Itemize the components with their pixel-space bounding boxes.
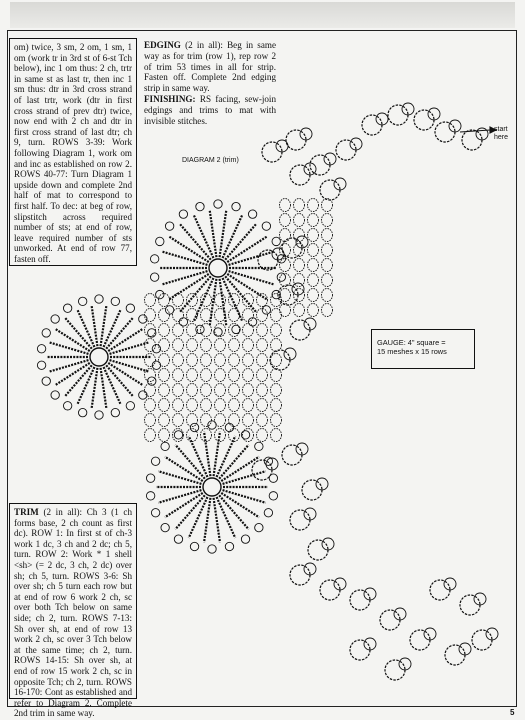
flower-lower-picot xyxy=(174,431,182,439)
mesh-center-loop xyxy=(243,369,254,382)
mesh-center-loop xyxy=(271,309,282,322)
chain-bottom-cluster xyxy=(472,630,492,650)
chain-bottom-cluster xyxy=(445,645,465,665)
flower-lower-stitch xyxy=(158,490,201,503)
mesh-center-loop xyxy=(145,309,156,322)
mesh-right-loop xyxy=(280,304,291,317)
chain-top-cluster xyxy=(414,110,434,130)
flower-left-picot xyxy=(95,411,103,419)
mesh-center-loop xyxy=(257,384,268,397)
flower-lower-picot xyxy=(146,474,154,482)
flower-upper-picot xyxy=(156,237,164,245)
mesh-center-loop xyxy=(173,324,184,337)
trim-paragraph xyxy=(14,507,132,719)
flower-upper-stitch xyxy=(229,252,274,265)
flower-upper-stitch xyxy=(229,271,274,284)
flower-upper-picot xyxy=(196,202,204,210)
mesh-center-loop xyxy=(173,294,184,307)
mesh-center-loop xyxy=(229,384,240,397)
mesh-center-loop xyxy=(257,414,268,427)
mesh-right-loop xyxy=(280,229,291,242)
chain-top-cluster xyxy=(388,105,408,125)
mesh-center-loop xyxy=(201,294,212,307)
mesh-right-loop xyxy=(322,244,333,257)
mesh-center-loop xyxy=(243,384,254,397)
chain-bottom-cluster xyxy=(320,580,340,600)
mesh-center-loop xyxy=(173,399,184,412)
mesh-right-loop xyxy=(308,304,319,317)
chain-mid-cluster xyxy=(290,320,310,340)
chain-bottom-cluster xyxy=(410,630,430,650)
flower-left-picot xyxy=(78,408,86,416)
mesh-center-loop xyxy=(257,369,268,382)
mesh-center-loop xyxy=(187,354,198,367)
chain-top-cluster xyxy=(435,122,455,142)
flower-lower-picot xyxy=(255,442,263,450)
mesh-center-loop xyxy=(257,324,268,337)
flower-left-picot xyxy=(139,391,147,399)
flower-upper-picot xyxy=(165,222,173,230)
mesh-center-loop xyxy=(257,339,268,352)
mesh-center-loop xyxy=(215,339,226,352)
mesh-center-loop xyxy=(257,429,268,442)
mesh-center-loop xyxy=(145,294,156,307)
flower-lower-picot xyxy=(190,423,198,431)
mesh-center-loop xyxy=(243,324,254,337)
mesh-center-loop xyxy=(187,384,198,397)
mesh-right-loop xyxy=(308,229,319,242)
mesh-center-loop xyxy=(187,294,198,307)
mesh-right-loop xyxy=(280,214,291,227)
mesh-center-loop xyxy=(173,384,184,397)
mesh-right-loop xyxy=(294,274,305,287)
mesh-center-loop xyxy=(159,354,170,367)
mesh-center-loop xyxy=(257,354,268,367)
trim-text: (2 in all): Ch 3 (1 ch forms base, 2 ch count as first dc). ROW 1: In first st of ch-3 work 1 dc, 3 ch and 2 dc; ch 5, turn. ROW 2: Work * 1 shell <sh> (= 2 dc, 3 ch, 2 dc) over sh; ch 5, turn. ROWS 3-6: Sh over sh; ch 5 turn each row but at end of row 6 work 2 ch, sc over both Tch below on same side; ch 2, turn. ROWS 7-13: Sh over sh, at end of row 13 work 2 ch, sc over 3 Tch below at the same time; ch 2, turn. ROWS 14-15: Sh over sh, at end of row 15 work 2 ch, sc in opposite Tch; ch 2, turn. ROWS 16-170: Cont as established and refer to Diagram 2. Complete 2nd trim in same way. xyxy=(14,507,132,719)
flower-upper-picot xyxy=(262,306,270,314)
mesh-right-loop xyxy=(322,289,333,302)
mesh-center-loop xyxy=(243,399,254,412)
chain-top-cluster xyxy=(462,130,482,150)
flower-left-picot xyxy=(51,391,59,399)
start-here-label: start here xyxy=(494,126,509,141)
mesh-right-loop xyxy=(308,274,319,287)
edging-heading: EDGING xyxy=(144,40,181,50)
mesh-center-loop xyxy=(243,354,254,367)
mesh-center-loop xyxy=(201,354,212,367)
mesh-center-loop xyxy=(215,399,226,412)
mesh-center-loop xyxy=(215,384,226,397)
chain-bottom-cluster xyxy=(460,595,480,615)
mesh-center-loop xyxy=(243,414,254,427)
flower-left-stitch xyxy=(104,367,121,404)
mesh-center-loop xyxy=(201,399,212,412)
chain-bottom-cluster xyxy=(282,445,302,465)
flower-upper-picot xyxy=(232,325,240,333)
flower-lower-picot xyxy=(225,542,233,550)
flower-upper-picot xyxy=(156,290,164,298)
flower-left-picot xyxy=(95,295,103,303)
mesh-center-loop xyxy=(229,309,240,322)
flower-upper-picot xyxy=(214,200,222,208)
mesh-center-loop xyxy=(229,399,240,412)
mesh-right-loop xyxy=(322,229,333,242)
mesh-center-loop xyxy=(159,339,170,352)
finishing-heading: FINISHING: xyxy=(144,93,196,104)
chain-bottom-cluster xyxy=(385,660,405,680)
flower-upper-picot xyxy=(196,325,204,333)
mesh-center-loop xyxy=(257,399,268,412)
flower-lower-picot xyxy=(225,423,233,431)
mesh-center-loop xyxy=(145,414,156,427)
flower-lower-picot xyxy=(241,535,249,543)
chain-bottom-cluster xyxy=(380,610,400,630)
flower-left-stitch xyxy=(49,342,88,354)
flower-left-stitch xyxy=(77,310,94,347)
mesh-right-loop xyxy=(294,214,305,227)
flower-upper-picot xyxy=(150,255,158,263)
mesh-center-loop xyxy=(271,324,282,337)
flower-upper-picot xyxy=(150,273,158,281)
flower-upper-picot xyxy=(179,318,187,326)
flower-upper-picot xyxy=(277,273,285,281)
mesh-right-loop xyxy=(322,304,333,317)
page-number: 5 xyxy=(510,708,515,717)
flower-lower-picot xyxy=(269,492,277,500)
chain-mid-cluster xyxy=(270,350,290,370)
mesh-center-loop xyxy=(229,369,240,382)
mesh-center-loop xyxy=(173,369,184,382)
flower-left-stitch xyxy=(110,342,149,354)
flower-upper-picot xyxy=(248,210,256,218)
chain-bottom-cluster xyxy=(430,580,450,600)
instructions-top-text: om) twice, 3 sm, 2 om, 1 sm, 1 om (work tr in 3rd st of 6-st Tch below), inc 1 om thus: 2 ch, trtr in same st as last tr, then inc 1 sm thus: dtr in 3rd cross strand of last trtr, work (dtr in first cross strand of prev dtr) twice, now end with 2 ch and dtr in first cross strand of last dtr; ch 9, turn. ROWS 3-39: Work following Diagram 1, work om and inc as established on row 2. ROWS 40-77: Turn Diagram 1 upside down and complete 2nd half of mat to correspond to first half. To dec: at beg of row, slipstitch across required number of sts; at end of row, leave required number of sts unworked. At end of row 77, fasten off. xyxy=(14,42,132,264)
mesh-center-loop xyxy=(229,339,240,352)
flower-lower-picot xyxy=(146,492,154,500)
chain-top-cluster xyxy=(290,165,310,185)
flower-left-picot xyxy=(126,304,134,312)
mesh-center-loop xyxy=(159,324,170,337)
mesh-center-loop xyxy=(159,384,170,397)
mesh-center-loop xyxy=(159,369,170,382)
chain-top-cluster xyxy=(320,180,340,200)
chain-bottom-cluster xyxy=(290,510,310,530)
mesh-center-loop xyxy=(145,324,156,337)
edging-finishing-block xyxy=(144,40,276,126)
mesh-center-loop xyxy=(187,309,198,322)
flower-lower-stitch xyxy=(165,457,203,481)
chain-top-cluster xyxy=(336,140,356,160)
mesh-right-loop xyxy=(280,199,291,212)
flower-left-stitch xyxy=(101,306,107,347)
mesh-right-loop xyxy=(308,244,319,257)
mesh-center-loop xyxy=(271,399,282,412)
flower-lower-center xyxy=(203,478,221,496)
mesh-center-loop xyxy=(159,429,170,442)
mesh-center-loop xyxy=(215,354,226,367)
mesh-center-loop xyxy=(201,369,212,382)
flower-upper-stitch xyxy=(162,271,207,284)
mesh-right-loop xyxy=(322,214,333,227)
mesh-center-loop xyxy=(145,369,156,382)
mesh-center-loop xyxy=(243,339,254,352)
gauge-line-1: GAUGE: 4" square = xyxy=(377,338,446,347)
flower-left-stitch xyxy=(49,360,88,372)
mesh-center-loop xyxy=(145,429,156,442)
chain-top-cluster xyxy=(310,155,330,175)
flower-lower-stitch xyxy=(223,490,266,503)
flower-left-picot xyxy=(42,377,50,385)
mesh-center-loop xyxy=(271,414,282,427)
edging-paragraph xyxy=(144,40,276,94)
mesh-center-loop xyxy=(229,414,240,427)
mesh-center-loop xyxy=(145,384,156,397)
chain-bottom-cluster xyxy=(350,640,370,660)
mesh-center-loop xyxy=(159,414,170,427)
flower-left-picot xyxy=(111,297,119,305)
flower-left-stitch xyxy=(101,368,107,409)
chain-bottom-cluster xyxy=(302,480,322,500)
mesh-right-loop xyxy=(308,259,319,272)
mesh-center-loop xyxy=(187,399,198,412)
mesh-right-loop xyxy=(294,199,305,212)
mesh-right-loop xyxy=(322,274,333,287)
mesh-center-loop xyxy=(173,414,184,427)
mesh-center-loop xyxy=(201,309,212,322)
flower-left-picot xyxy=(42,329,50,337)
flower-lower-picot xyxy=(151,509,159,517)
flower-lower-stitch xyxy=(221,493,259,517)
mesh-center-loop xyxy=(271,429,282,442)
chain-mid-cluster xyxy=(282,238,302,258)
flower-upper-picot xyxy=(272,237,280,245)
finishing-text: RS facing, sew-join edgings and trims to mat with invisible stitches. xyxy=(144,93,276,126)
trim-instructions-box xyxy=(9,503,137,719)
flower-left-stitch xyxy=(92,368,98,409)
mesh-right-loop xyxy=(294,304,305,317)
chain-bottom-cluster xyxy=(350,590,370,610)
flower-left-stitch xyxy=(110,360,149,372)
mesh-right-loop xyxy=(308,199,319,212)
flower-left-center xyxy=(90,348,108,366)
mesh-center-loop xyxy=(173,354,184,367)
flower-upper-picot xyxy=(232,202,240,210)
chain-bottom-cluster xyxy=(308,540,328,560)
flower-left-picot xyxy=(37,361,45,369)
mesh-center-loop xyxy=(201,384,212,397)
flower-lower-picot xyxy=(161,442,169,450)
flower-lower-picot xyxy=(208,545,216,553)
mesh-center-loop xyxy=(173,339,184,352)
flower-lower-picot xyxy=(264,509,272,517)
flower-left-picot xyxy=(37,345,45,353)
mesh-right-loop xyxy=(322,199,333,212)
flower-lower-picot xyxy=(161,523,169,531)
flower-lower-stitch xyxy=(165,493,203,517)
mesh-right-loop xyxy=(294,259,305,272)
flower-left-stitch xyxy=(104,310,121,347)
flower-lower-picot xyxy=(174,535,182,543)
flower-upper-stitch xyxy=(162,252,207,265)
mesh-center-loop xyxy=(159,399,170,412)
mesh-center-loop xyxy=(229,429,240,442)
mesh-center-loop xyxy=(201,339,212,352)
trim-heading: TRIM xyxy=(14,507,39,517)
flower-lower-stitch xyxy=(158,471,201,484)
mesh-center-loop xyxy=(201,414,212,427)
flower-left-stitch xyxy=(92,306,98,347)
chain-bottom-cluster xyxy=(290,565,310,585)
gauge-box xyxy=(371,329,475,369)
instructions-top-box xyxy=(9,38,137,266)
gauge-line-2: 15 meshes x 15 rows xyxy=(377,347,447,356)
flower-lower-picot xyxy=(151,457,159,465)
flower-left-picot xyxy=(63,304,71,312)
flower-left-stitch xyxy=(77,367,94,404)
flower-left-picot xyxy=(152,345,160,353)
mesh-center-loop xyxy=(271,384,282,397)
flower-upper-picot xyxy=(262,222,270,230)
mesh-center-loop xyxy=(145,354,156,367)
mesh-right-loop xyxy=(322,259,333,272)
chain-top-cluster xyxy=(362,115,382,135)
mesh-center-loop xyxy=(187,369,198,382)
mesh-right-loop xyxy=(308,289,319,302)
flower-upper-center xyxy=(209,259,227,277)
flower-lower-picot xyxy=(255,523,263,531)
mesh-center-loop xyxy=(215,369,226,382)
flower-left-picot xyxy=(111,408,119,416)
mesh-right-loop xyxy=(280,289,291,302)
mesh-center-loop xyxy=(187,339,198,352)
flower-left-picot xyxy=(51,315,59,323)
flower-lower-picot xyxy=(190,542,198,550)
mesh-center-loop xyxy=(145,399,156,412)
chain-bottom-cluster xyxy=(252,460,272,480)
mesh-right-loop xyxy=(294,229,305,242)
chain-mid-cluster xyxy=(278,285,298,305)
mesh-center-loop xyxy=(229,354,240,367)
flower-left-picot xyxy=(63,402,71,410)
finishing-paragraph xyxy=(144,94,276,126)
mesh-center-loop xyxy=(159,309,170,322)
diagram-label: DIAGRAM 2 (trim) xyxy=(182,157,239,164)
mesh-center-loop xyxy=(243,309,254,322)
flower-lower-stitch xyxy=(221,457,259,481)
mesh-right-loop xyxy=(308,214,319,227)
chain-top-cluster xyxy=(262,142,282,162)
mesh-center-loop xyxy=(215,324,226,337)
flower-lower-stitch xyxy=(223,471,266,484)
mesh-center-loop xyxy=(271,354,282,367)
flower-left-picot xyxy=(78,297,86,305)
flower-left-picot xyxy=(126,402,134,410)
mesh-center-loop xyxy=(243,294,254,307)
edging-text: (2 in all): Beg in same way as for trim (row 1), rep row 2 of trim 53 times in all for strip. Fasten off. Complete 2nd edging strip in same way. xyxy=(144,40,276,94)
flower-upper-picot xyxy=(179,210,187,218)
mesh-center-loop xyxy=(215,414,226,427)
chain-top-cluster xyxy=(286,130,306,150)
